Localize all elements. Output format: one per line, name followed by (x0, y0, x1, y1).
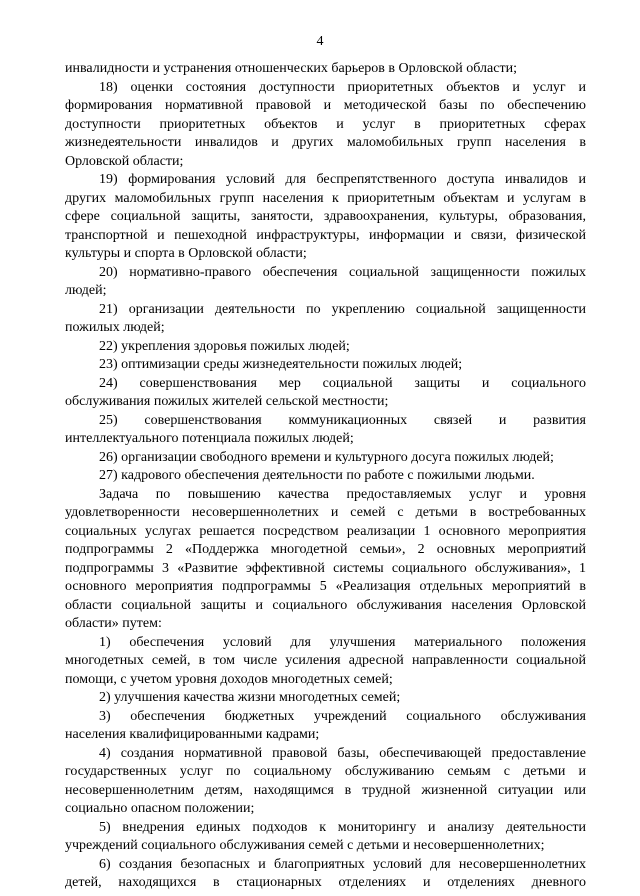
text-line: интеллектуального потенциала пожилых людей; (65, 431, 354, 446)
text-line: доступности приоритетных объектов и услуг в приоритетных сферах (65, 116, 586, 132)
text-line: подпрограммы 3 «Развитие эффективной системы социального обслуживания», 1 (65, 560, 586, 576)
text-line: детей, находящихся в стационарных отделениях и отделениях дневного (65, 875, 586, 890)
text-line: Задача по повышению качества предоставляемых услуг и уровня (99, 486, 586, 502)
text-line: инвалидности и устранения отношенческих барьеров в Орловской области; (65, 61, 517, 76)
text-line: 20) нормативно-правого обеспечения социальной защищенности пожилых (99, 264, 586, 280)
text-line: области» путем: (65, 616, 162, 631)
text-line: подпрограммы 2 «Поддержка многодетной семьи», 2 основных мероприятий (65, 542, 586, 557)
text-line: несовершеннолетним детям, находящимся в трудной жизненной ситуации или (65, 782, 586, 798)
text-line: 24) совершенствования мер социальной защиты и социального (99, 375, 586, 391)
text-line: области социальной защиты и социального обслуживания населения Орловской (65, 597, 586, 613)
text-line: 27) кадрового обеспечения деятельности по работе с пожилыми людьми. (99, 468, 535, 483)
text-line: сфере социальной защиты, занятости, здравоохранения, культуры, образования, (65, 209, 586, 224)
text-line: 4) создания нормативной правовой базы, обеспечивающей предоставление (99, 745, 586, 761)
text-line: 19) формирования условий для беспрепятственного доступа инвалидов и (99, 172, 586, 187)
text-line: учреждений социального обслуживания семей с детьми и несовершеннолетних; (65, 838, 545, 853)
text-line: социально опасном положении; (65, 801, 255, 816)
text-line: населения квалифицированными кадрами; (65, 727, 320, 742)
text-line: культуры и спорта в Орловской области; (65, 246, 307, 261)
text-line: других маломобильных групп населения к приоритетным объектам и услугам в (65, 190, 586, 206)
text-line: 5) внедрения единых подходов к мониторингу и анализу деятельности (99, 819, 586, 835)
text-line: 21) организации деятельности по укреплению социальной защищенности (99, 301, 586, 317)
text-line: Орловской области; (65, 153, 184, 169)
text-line: формирования нормативной правовой и методической базы по обеспечению (65, 98, 586, 113)
text-line: удовлетворенности несовершеннолетних и семей с детьми в востребованных (65, 505, 586, 520)
text-line: 22) укрепления здоровья пожилых людей; (99, 338, 350, 354)
text-line: 2) улучшения качества жизни многодетных семей; (99, 690, 401, 705)
text-line: государственных услуг по социальному обслуживанию семьям с детьми и (65, 764, 586, 779)
text-line: помощи, с учетом уровня доходов многодетных семей; (65, 671, 393, 687)
text-line: 23) оптимизации среды жизнедеятельности пожилых людей; (99, 357, 463, 372)
text-line: пожилых людей; (65, 320, 165, 335)
text-line: людей; (65, 283, 107, 298)
text-line: 1) обеспечения условий для улучшения материального положения (99, 634, 586, 650)
text-line: транспортной и пешеходной инфраструктуры, информации и связи, физической (65, 227, 586, 243)
text-line: обслуживания пожилых жителей сельской местности; (65, 394, 389, 409)
text-line: 26) организации свободного времени и культурного досуга пожилых людей; (99, 449, 554, 465)
text-line: 6) создания безопасных и благоприятных условий для несовершеннолетних (99, 856, 586, 872)
text-line: многодетных семей, в том числе усиления адресной направленности социальной (65, 653, 586, 668)
text-line: социальных услугах решается посредством реализации 1 основного мероприятия (65, 523, 586, 539)
text-line: 25) совершенствования коммуникационных связей и развития (99, 412, 586, 428)
text-line: 3) обеспечения бюджетных учреждений социального обслуживания (99, 708, 586, 724)
text-line: 18) оценки состояния доступности приоритетных объектов и услуг и (99, 79, 586, 95)
text-line: жизнедеятельности инвалидов и других маломобильных групп населения в (65, 135, 586, 150)
page-number: 4 (316, 34, 324, 49)
text-line: основного мероприятия подпрограммы 5 «Реализация отдельных мероприятий в (65, 579, 586, 594)
